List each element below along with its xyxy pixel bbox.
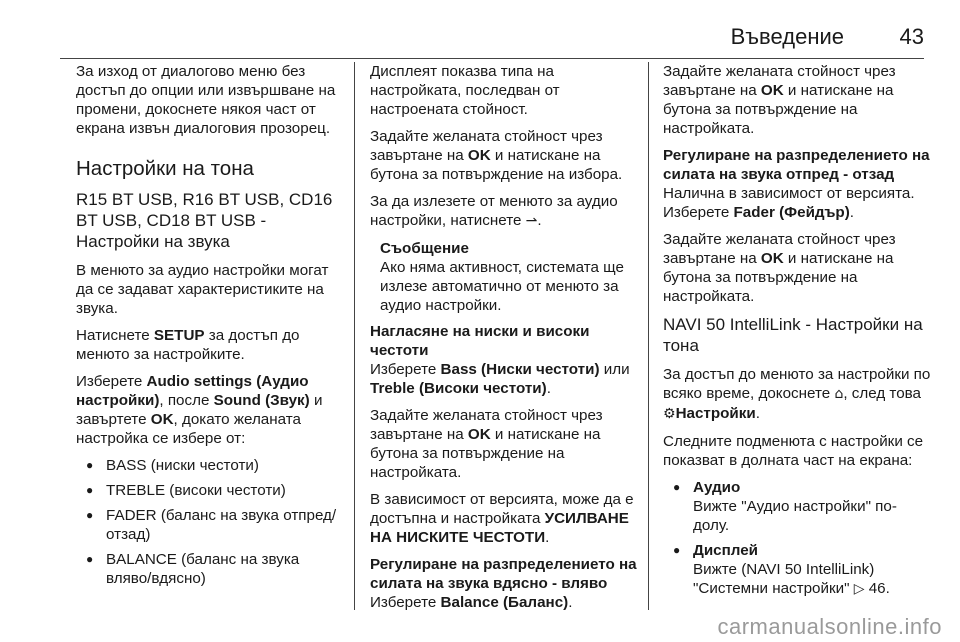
- column-1: [76, 62, 342, 610]
- section-heading: Настройки на тона: [76, 157, 254, 180]
- submenu-list: [663, 478, 931, 599]
- list-item: ● TREBLE (високи честоти): [76, 481, 342, 500]
- list-item: ● Дисплей Вижте (NAVI 50 IntelliLink) "Системни настройки" ▷ 46.: [663, 541, 931, 599]
- intro-paragraph: За изход от диалогово меню без достъп до опции или извършване на промени, докоснете някоя част от екрана извън диалоговия прозорец.: [76, 63, 336, 137]
- paragraph: Задайте желаната стойност чрез завъртане на OK и натискане на бутона за потвърждение на настройката.: [370, 407, 603, 481]
- paragraph: Следните подменюта с настройки се показват в долната част на екрана:: [663, 433, 924, 469]
- paragraph: В зависимост от версията, може да е достъпна и настройката УСИЛВАНЕ НА НИСКИТЕ ЧЕСТОТИ.: [370, 491, 634, 546]
- column-3: [663, 62, 931, 610]
- paragraph: Натиснете SETUP за достъп до менюто за настройките.: [76, 327, 300, 363]
- gear-icon: ⚙: [663, 406, 676, 422]
- subsection-heading: R15 BT USB, R16 BT USB, CD16 BT USB, CD18 BT USB - Настройки на звука: [76, 190, 333, 251]
- home-icon: ⌂: [834, 386, 844, 402]
- paragraph: Дисплеят показва типа на настройката, последван от настроената стойност.: [370, 63, 560, 118]
- list-item: ● FADER (баланс на звука отпред/отзад): [76, 506, 342, 544]
- paragraph: За достъп до менюто за настройки по всяко време, докоснете ⌂, след това ⚙Настройки.: [663, 366, 931, 422]
- list-item: ● BALANCE (баланс на звука вляво/вдясно): [76, 550, 342, 588]
- list-item: ● BASS (ниски честоти): [76, 456, 342, 475]
- section-heading: NAVI 50 IntelliLink - Настройки на тона: [663, 315, 923, 355]
- back-arrow-icon: ⇀: [525, 213, 538, 229]
- subheading: Нагласяне на ниски и високи честоти: [370, 323, 590, 359]
- paragraph: За да излезете от менюто за аудио настройки, натиснете ⇀.: [370, 193, 618, 229]
- paragraph: Задайте желаната стойност чрез завъртане на OK и натискане на бутона за потвърждение на настройката.: [663, 63, 896, 137]
- list-item: ● Аудио Вижте "Аудио настройки" по-долу.: [663, 478, 931, 535]
- paragraph: Изберете Bass (Ниски честоти) или Treble (Високи честоти).: [370, 361, 630, 397]
- watermark: carmanualsonline.info: [717, 614, 942, 639]
- page-number: 43: [899, 24, 924, 49]
- chapter-title: Въведение: [730, 24, 844, 49]
- paragraph: Задайте желаната стойност чрез завъртане на OK и натискане на бутона за потвърждение на избора.: [370, 128, 623, 183]
- list-item-title: Дисплей: [693, 542, 759, 559]
- column-divider-1: [354, 62, 355, 610]
- paragraph: Налична в зависимост от версията. Изберете Fader (Фейдър).: [663, 185, 915, 221]
- settings-list: [76, 456, 342, 588]
- page-ref: 46: [868, 580, 886, 597]
- paragraph: Задайте желаната стойност чрез завъртане на OK и натискане на бутона за потвърждение на настройката.: [663, 231, 896, 305]
- paragraph: Изберете Balance (Баланс).: [370, 594, 573, 611]
- note-box: [380, 239, 638, 315]
- paragraph: В менюто за аудио настройки могат да се задават характеристиките на звука.: [76, 262, 329, 317]
- page-ref-icon: ▷: [853, 581, 865, 597]
- header-divider: [60, 58, 924, 59]
- note-text: Ако няма активност, системата ще излезе автоматично от менюто за аудио настройки.: [380, 259, 624, 314]
- key-setup: SETUP: [153, 327, 205, 344]
- subheading: Регулиране на разпределението на силата на звука вдясно - вляво: [370, 556, 637, 592]
- list-item-title: Аудио: [693, 479, 741, 496]
- paragraph: Изберете Audio settings (Аудио настройки), после Sound (Звук) и завъртете OK, докато желаната настройка се избере от:: [76, 373, 323, 447]
- column-divider-2: [648, 62, 649, 610]
- subheading: Регулиране на разпределението на силата на звука отпред - отзад: [663, 147, 930, 183]
- column-2: [370, 62, 638, 610]
- note-title: Съобщение: [380, 240, 469, 257]
